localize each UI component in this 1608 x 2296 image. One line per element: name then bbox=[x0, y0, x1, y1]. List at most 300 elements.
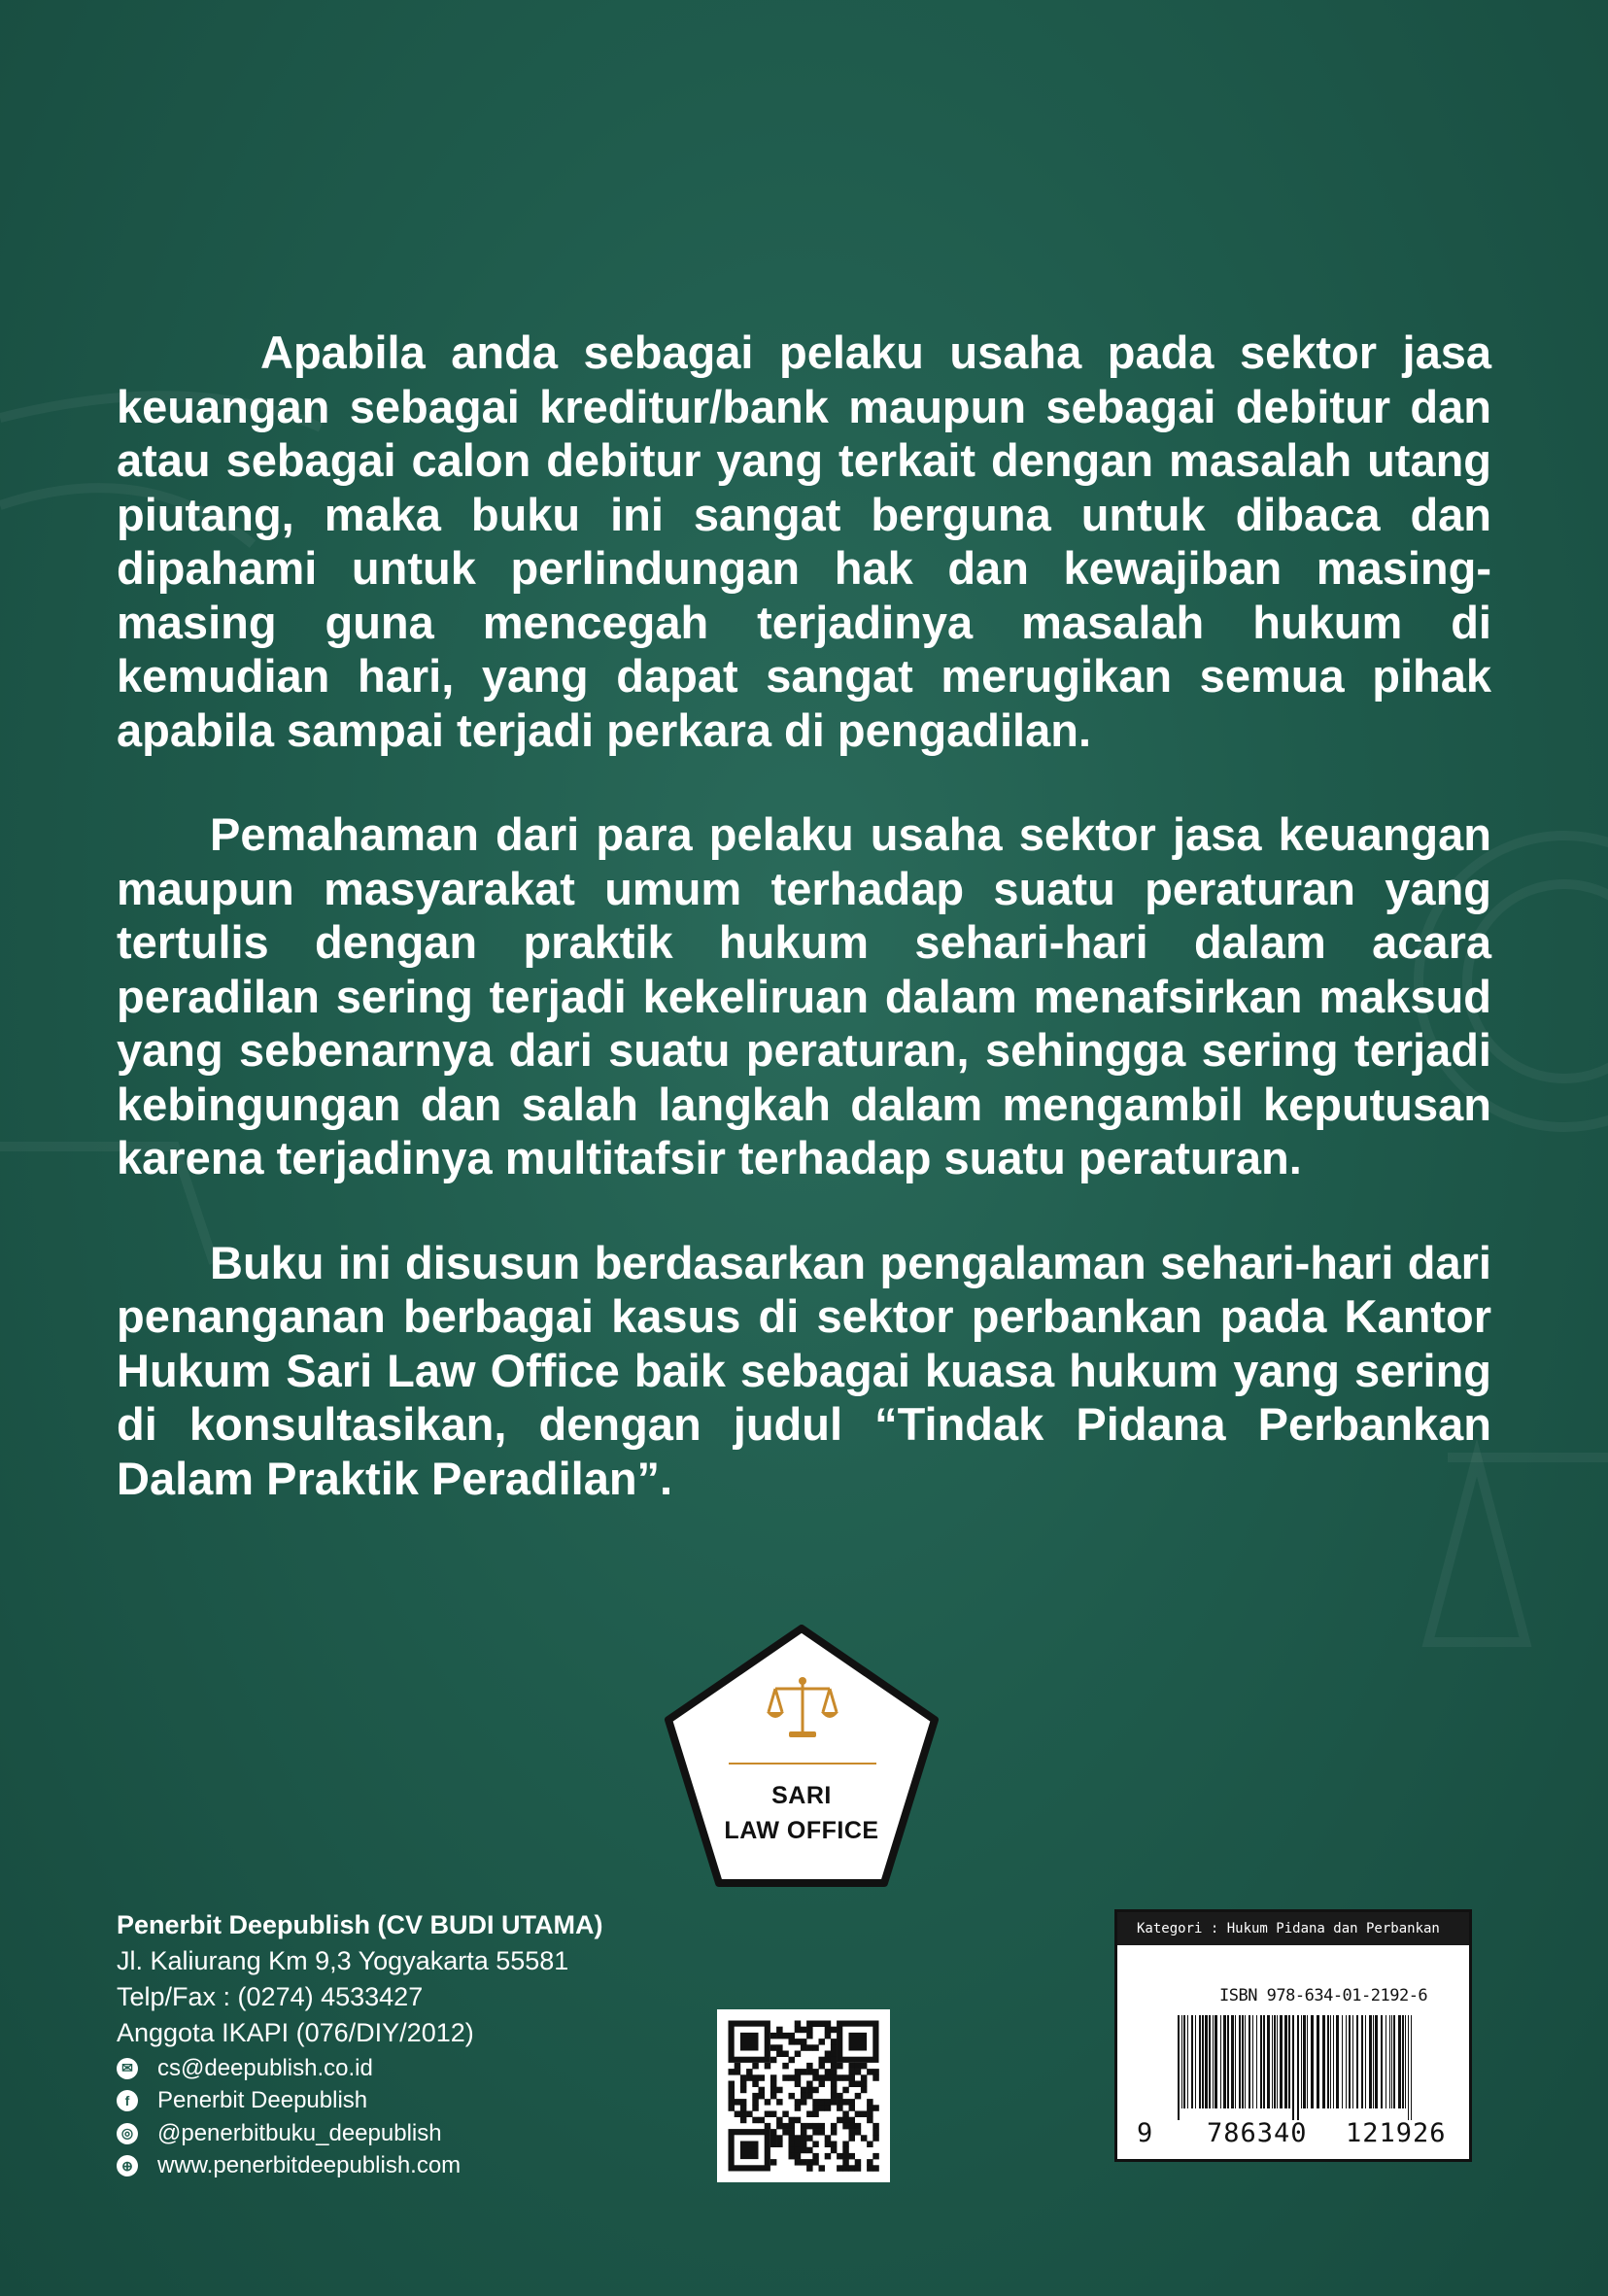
qr-module bbox=[789, 2057, 796, 2064]
qr-module bbox=[849, 2135, 856, 2142]
qr-module bbox=[770, 2044, 777, 2051]
qr-module bbox=[770, 2087, 777, 2094]
qr-module bbox=[770, 2111, 777, 2118]
qr-module bbox=[855, 2081, 862, 2088]
qr-module bbox=[842, 2165, 849, 2172]
qr-module bbox=[776, 2051, 783, 2058]
qr-module bbox=[831, 2069, 838, 2075]
qr-module bbox=[831, 2057, 838, 2064]
qr-module bbox=[855, 2159, 862, 2166]
barcode-bar bbox=[1277, 2015, 1278, 2108]
qr-module bbox=[782, 2123, 789, 2130]
qr-module bbox=[872, 2135, 879, 2142]
barcode-bar bbox=[1303, 2015, 1306, 2108]
qr-module bbox=[795, 2074, 802, 2081]
qr-module bbox=[806, 2147, 813, 2154]
qr-module bbox=[752, 2093, 759, 2100]
barcode-bar bbox=[1356, 2015, 1358, 2108]
qr-module bbox=[872, 2153, 879, 2160]
qr-module bbox=[842, 2074, 849, 2081]
barcode-bar bbox=[1235, 2015, 1236, 2108]
publisher-contacts bbox=[117, 2052, 461, 2182]
qr-module bbox=[776, 2142, 783, 2148]
qr-module bbox=[849, 2129, 856, 2136]
qr-module bbox=[752, 2117, 759, 2124]
barcode-bar bbox=[1213, 2015, 1214, 2108]
qr-module bbox=[855, 2123, 862, 2130]
qr-module bbox=[812, 2044, 819, 2051]
qr-module bbox=[806, 2021, 813, 2028]
qr-module bbox=[867, 2165, 873, 2172]
qr-module bbox=[795, 2081, 802, 2088]
qr-module bbox=[740, 2117, 747, 2124]
qr-module bbox=[812, 2087, 819, 2094]
qr-module bbox=[831, 2039, 838, 2045]
qr-module bbox=[861, 2087, 868, 2094]
qr-module bbox=[770, 2033, 777, 2039]
sari-law-office-logo bbox=[661, 1625, 942, 1889]
isbn-number: ISBN 978-634-01-2192-6 bbox=[1219, 1986, 1428, 2005]
barcode-bar bbox=[1411, 2015, 1412, 2120]
barcode-bar bbox=[1280, 2015, 1283, 2108]
barcode-bar bbox=[1239, 2015, 1241, 2108]
qr-module bbox=[770, 2135, 777, 2142]
barcode-bar bbox=[1330, 2015, 1331, 2108]
contact-website-text: www.penerbitdeepublish.com bbox=[157, 2152, 462, 2179]
barcode-bar bbox=[1369, 2015, 1372, 2108]
qr-module bbox=[765, 2099, 771, 2106]
qr-module bbox=[819, 2081, 826, 2088]
qr-module bbox=[770, 2093, 777, 2100]
publisher-phone: Telp/Fax : (0274) 4533427 bbox=[117, 1982, 424, 2011]
qr-module bbox=[872, 2105, 879, 2111]
barcode-bar bbox=[1361, 2015, 1363, 2108]
qr-module bbox=[831, 2063, 838, 2070]
qr-module bbox=[806, 2165, 813, 2172]
barcode-bar bbox=[1393, 2015, 1395, 2108]
qr-module bbox=[795, 2105, 802, 2111]
qr-module bbox=[831, 2099, 838, 2106]
qr-module bbox=[819, 2063, 826, 2070]
qr-module bbox=[729, 2093, 736, 2100]
qr-module bbox=[782, 2051, 789, 2058]
qr-module bbox=[752, 2063, 759, 2070]
qr-module bbox=[855, 2063, 862, 2070]
barcode-bar bbox=[1202, 2015, 1204, 2108]
qr-module bbox=[842, 2087, 849, 2094]
qr-module bbox=[806, 2063, 813, 2070]
qr-module bbox=[812, 2069, 819, 2075]
qr-module bbox=[801, 2135, 807, 2142]
facebook-icon: f bbox=[117, 2090, 138, 2111]
qr-module bbox=[849, 2153, 856, 2160]
qr-module bbox=[837, 2074, 843, 2081]
barcode-bar bbox=[1292, 2015, 1294, 2120]
qr-module bbox=[855, 2111, 862, 2118]
qr-module bbox=[819, 2105, 826, 2111]
barcode-bar bbox=[1373, 2015, 1374, 2108]
barcode-bar bbox=[1301, 2015, 1302, 2108]
qr-module bbox=[872, 2129, 879, 2136]
qr-module bbox=[842, 2153, 849, 2160]
qr-module bbox=[735, 2069, 741, 2075]
qr-module bbox=[795, 2153, 802, 2160]
qr-module bbox=[740, 2074, 747, 2081]
barcode-bar bbox=[1227, 2015, 1229, 2108]
qr-module bbox=[812, 2142, 819, 2148]
qr-module bbox=[795, 2147, 802, 2154]
qr-module bbox=[795, 2069, 802, 2075]
qr-module bbox=[746, 2074, 753, 2081]
qr-module bbox=[770, 2074, 777, 2081]
qr-module bbox=[825, 2069, 832, 2075]
qr-module bbox=[776, 2099, 783, 2106]
qr-module bbox=[729, 2099, 736, 2106]
qr-module bbox=[776, 2117, 783, 2124]
qr-module bbox=[801, 2123, 807, 2130]
barcode-bar bbox=[1209, 2015, 1211, 2108]
qr-module bbox=[740, 2081, 747, 2088]
qr-module bbox=[729, 2087, 736, 2094]
qr-module bbox=[812, 2021, 819, 2028]
qr-module bbox=[735, 2099, 741, 2106]
barcode-bar bbox=[1333, 2015, 1334, 2108]
qr-module bbox=[806, 2135, 813, 2142]
barcode-bar bbox=[1322, 2015, 1325, 2108]
qr-module bbox=[801, 2159, 807, 2166]
qr-module bbox=[806, 2093, 813, 2100]
barcode-bar bbox=[1311, 2015, 1314, 2108]
barcode-bar bbox=[1178, 2015, 1180, 2120]
barcode-bar bbox=[1352, 2015, 1353, 2108]
qr-module bbox=[765, 2063, 771, 2070]
contact-facebook bbox=[117, 2085, 461, 2118]
qr-module bbox=[735, 2063, 741, 2070]
qr-finder-inner bbox=[849, 2033, 868, 2051]
barcode-bar bbox=[1231, 2015, 1234, 2108]
qr-module bbox=[806, 2044, 813, 2051]
qr-module bbox=[776, 2044, 783, 2051]
barcode-bar bbox=[1349, 2015, 1351, 2108]
qr-module bbox=[789, 2153, 796, 2160]
qr-module bbox=[806, 2027, 813, 2034]
qr-module bbox=[801, 2129, 807, 2136]
qr-module bbox=[812, 2111, 819, 2118]
qr-module bbox=[867, 2111, 873, 2118]
qr-module bbox=[801, 2044, 807, 2051]
publisher-address: Jl. Kaliurang Km 9,3 Yogyakarta 55581 bbox=[117, 1946, 569, 1975]
barcode-bar bbox=[1205, 2015, 1208, 2108]
qr-module bbox=[825, 2051, 832, 2058]
barcode-bar bbox=[1405, 2015, 1406, 2108]
qr-module bbox=[782, 2074, 789, 2081]
barcode-bar bbox=[1408, 2015, 1409, 2120]
qr-module bbox=[837, 2063, 843, 2070]
qr-module bbox=[831, 2129, 838, 2136]
contact-email-text: cs@deepublish.co.id bbox=[157, 2054, 373, 2081]
qr-module bbox=[806, 2111, 813, 2118]
blurb-paragraph-1: Apabila anda sebagai pelaku usaha pada sektor jasa keuangan sebagai kreditur/bank maupun sebagai debitur dan atau sebagai calon debitur yang terkait dengan masalah utang piutang, maka buku ini sangat berguna untuk dibaca dan dipahami untuk perlindungan hak dan kewajiban masing-masing guna mencegah terjadinya masalah hukum di kemudian hari, yang dapat sangat merugikan semua pihak apabila sampai terjadi perkara di pengadilan. bbox=[117, 326, 1491, 756]
category-label: Kategori : Hukum Pidana dan Perbankan bbox=[1117, 1912, 1469, 1945]
qr-module bbox=[776, 2027, 783, 2034]
barcode-bar bbox=[1307, 2015, 1308, 2108]
qr-module bbox=[789, 2039, 796, 2045]
qr-module bbox=[752, 2105, 759, 2111]
qr-module bbox=[819, 2021, 826, 2028]
qr-module bbox=[765, 2123, 771, 2130]
qr-module bbox=[825, 2057, 832, 2064]
instagram-icon: ◎ bbox=[117, 2123, 138, 2144]
qr-module bbox=[872, 2165, 879, 2172]
qr-module bbox=[789, 2033, 796, 2039]
qr-module bbox=[831, 2074, 838, 2081]
barcode-bar bbox=[1288, 2015, 1290, 2108]
publisher-info bbox=[117, 1907, 603, 2051]
qr-module bbox=[795, 2021, 802, 2028]
qr-module bbox=[825, 2099, 832, 2106]
qr-module bbox=[819, 2123, 826, 2130]
qr-module bbox=[795, 2135, 802, 2142]
qr-module bbox=[812, 2123, 819, 2130]
logo-line-sari: SARI bbox=[771, 1782, 832, 1809]
qr-module bbox=[867, 2099, 873, 2106]
qr-module bbox=[801, 2147, 807, 2154]
qr-module bbox=[801, 2027, 807, 2034]
qr-module bbox=[806, 2069, 813, 2075]
qr-module bbox=[872, 2074, 879, 2081]
qr-module bbox=[825, 2033, 832, 2039]
qr-module bbox=[872, 2123, 879, 2130]
barcode-bar bbox=[1391, 2015, 1392, 2108]
qr-module bbox=[735, 2111, 741, 2118]
qr-module bbox=[831, 2051, 838, 2058]
qr-module bbox=[752, 2081, 759, 2088]
qr-module bbox=[849, 2165, 856, 2172]
barcode-bar bbox=[1398, 2015, 1401, 2108]
qr-module bbox=[789, 2074, 796, 2081]
qr-module bbox=[759, 2117, 766, 2124]
qr-module bbox=[795, 2039, 802, 2045]
qr-module bbox=[812, 2129, 819, 2136]
barcode-bar bbox=[1260, 2015, 1262, 2108]
qr-module bbox=[740, 2099, 747, 2106]
qr-module bbox=[812, 2159, 819, 2166]
qr-module bbox=[825, 2105, 832, 2111]
barcode-bar bbox=[1242, 2015, 1244, 2108]
qr-module bbox=[801, 2069, 807, 2075]
qr-module bbox=[819, 2129, 826, 2136]
back-cover-blurb bbox=[117, 326, 1491, 1556]
qr-module bbox=[789, 2135, 796, 2142]
qr-module bbox=[812, 2099, 819, 2106]
qr-module bbox=[795, 2051, 802, 2058]
qr-module bbox=[819, 2057, 826, 2064]
qr-module bbox=[837, 2165, 843, 2172]
email-icon: ✉ bbox=[117, 2058, 138, 2079]
barcode-digits-right: 121926 bbox=[1346, 2118, 1447, 2148]
qr-module bbox=[789, 2147, 796, 2154]
qr-module bbox=[759, 2087, 766, 2094]
barcode-bar bbox=[1220, 2015, 1221, 2108]
qr-module bbox=[861, 2074, 868, 2081]
qr-code bbox=[717, 2009, 890, 2182]
barcode-bar bbox=[1327, 2015, 1329, 2108]
qr-module bbox=[867, 2105, 873, 2111]
qr-module bbox=[782, 2033, 789, 2039]
qr-module bbox=[825, 2027, 832, 2034]
contact-email bbox=[117, 2052, 461, 2085]
qr-module bbox=[867, 2069, 873, 2075]
qr-module bbox=[770, 2129, 777, 2136]
qr-module bbox=[849, 2105, 856, 2111]
qr-module bbox=[765, 2111, 771, 2118]
qr-module bbox=[849, 2123, 856, 2130]
barcode-bar bbox=[1195, 2015, 1196, 2108]
barcode-bar bbox=[1336, 2015, 1339, 2108]
qr-module bbox=[789, 2117, 796, 2124]
qr-module bbox=[795, 2099, 802, 2106]
qr-module bbox=[795, 2117, 802, 2124]
qr-finder-inner bbox=[740, 2142, 759, 2160]
qr-module bbox=[819, 2165, 826, 2172]
barcode-bar bbox=[1274, 2015, 1276, 2108]
qr-module bbox=[842, 2142, 849, 2148]
qr-module bbox=[759, 2093, 766, 2100]
contact-website bbox=[117, 2150, 461, 2183]
barcode-bar bbox=[1267, 2015, 1270, 2108]
qr-module bbox=[831, 2147, 838, 2154]
barcode-bar bbox=[1191, 2015, 1193, 2108]
qr-module bbox=[729, 2069, 736, 2075]
qr-module bbox=[752, 2099, 759, 2106]
barcode-bar bbox=[1263, 2015, 1265, 2108]
qr-module bbox=[861, 2063, 868, 2070]
qr-module bbox=[837, 2099, 843, 2106]
qr-module bbox=[740, 2087, 747, 2094]
qr-module bbox=[831, 2044, 838, 2051]
barcode-digits-left: 786340 bbox=[1207, 2118, 1308, 2148]
qr-module bbox=[746, 2069, 753, 2075]
barcode-digit-first: 9 bbox=[1137, 2118, 1154, 2148]
qr-module bbox=[872, 2069, 879, 2075]
qr-module bbox=[776, 2087, 783, 2094]
qr-module bbox=[776, 2033, 783, 2039]
qr-module bbox=[831, 2081, 838, 2088]
barcode-bar bbox=[1272, 2015, 1273, 2108]
qr-module bbox=[812, 2153, 819, 2160]
qr-module bbox=[806, 2081, 813, 2088]
barcode-bar bbox=[1389, 2015, 1390, 2108]
qr-module bbox=[837, 2153, 843, 2160]
scales-of-justice-icon bbox=[766, 1675, 839, 1745]
qr-module bbox=[842, 2147, 849, 2154]
barcode-bar bbox=[1297, 2015, 1299, 2120]
qr-module bbox=[789, 2093, 796, 2100]
barcode-bar bbox=[1284, 2015, 1287, 2108]
qr-module bbox=[789, 2142, 796, 2148]
qr-module bbox=[855, 2129, 862, 2136]
barcode-bar bbox=[1402, 2015, 1404, 2108]
qr-module bbox=[831, 2087, 838, 2094]
qr-module bbox=[867, 2142, 873, 2148]
qr-module bbox=[831, 2142, 838, 2148]
blurb-paragraph-3: Buku ini disusun berdasarkan pengalaman sehari-hari dari penanganan berbagai kasus di sektor perbankan pada Kantor Hukum Sari Law Office baik sebagai kuasa hukum yang sering di konsultasikan, dengan judul “Tindak Pidana Perbankan Dalam Praktik Peradilan”. bbox=[117, 1236, 1491, 1504]
qr-module bbox=[770, 2081, 777, 2088]
barcode-bars bbox=[1174, 2015, 1417, 2120]
qr-module bbox=[795, 2142, 802, 2148]
qr-module bbox=[855, 2165, 862, 2172]
qr-module bbox=[759, 2074, 766, 2081]
qr-module bbox=[849, 2081, 856, 2088]
qr-module bbox=[842, 2117, 849, 2124]
qr-module bbox=[855, 2093, 862, 2100]
qr-module bbox=[801, 2142, 807, 2148]
contact-facebook-text: Penerbit Deepublish bbox=[157, 2087, 368, 2114]
qr-module bbox=[842, 2111, 849, 2118]
barcode-bar bbox=[1245, 2015, 1246, 2108]
qr-module bbox=[801, 2039, 807, 2045]
qr-module bbox=[740, 2111, 747, 2118]
qr-module bbox=[842, 2099, 849, 2106]
qr-module bbox=[849, 2069, 856, 2075]
qr-module bbox=[849, 2099, 856, 2106]
barcode-bar bbox=[1223, 2015, 1226, 2108]
qr-module bbox=[849, 2063, 856, 2070]
qr-module bbox=[806, 2087, 813, 2094]
qr-module bbox=[867, 2117, 873, 2124]
qr-module bbox=[801, 2087, 807, 2094]
qr-module bbox=[837, 2093, 843, 2100]
qr-module bbox=[789, 2129, 796, 2136]
publisher-membership: Anggota IKAPI (076/DIY/2012) bbox=[117, 2018, 474, 2047]
qr-module bbox=[806, 2123, 813, 2130]
qr-module bbox=[861, 2135, 868, 2142]
logo-line-law-office: LAW OFFICE bbox=[724, 1817, 879, 1844]
qr-module bbox=[782, 2111, 789, 2118]
contact-instagram bbox=[117, 2117, 461, 2150]
barcode-bar bbox=[1183, 2015, 1185, 2108]
qr-module bbox=[837, 2117, 843, 2124]
qr-module bbox=[795, 2159, 802, 2166]
qr-module bbox=[849, 2117, 856, 2124]
qr-module bbox=[806, 2033, 813, 2039]
publisher-name: Penerbit Deepublish (CV BUDI UTAMA) bbox=[117, 1910, 603, 1939]
qr-module bbox=[746, 2111, 753, 2118]
barcode-bar bbox=[1375, 2015, 1378, 2108]
qr-module bbox=[825, 2074, 832, 2081]
qr-module bbox=[819, 2039, 826, 2045]
barcode-bar bbox=[1365, 2015, 1366, 2108]
qr-module bbox=[806, 2159, 813, 2166]
qr-module bbox=[825, 2021, 832, 2028]
qr-finder-inner bbox=[740, 2033, 759, 2051]
isbn-barcode-box bbox=[1114, 1909, 1472, 2162]
barcode-bar bbox=[1381, 2015, 1383, 2108]
qr-module bbox=[789, 2123, 796, 2130]
barcode-bar bbox=[1181, 2015, 1182, 2108]
barcode-bar bbox=[1249, 2015, 1250, 2108]
qr-module bbox=[752, 2074, 759, 2081]
barcode-bar bbox=[1317, 2015, 1319, 2108]
qr-module bbox=[776, 2135, 783, 2142]
qr-module bbox=[825, 2135, 832, 2142]
qr-module bbox=[812, 2105, 819, 2111]
qr-module bbox=[849, 2074, 856, 2081]
qr-module bbox=[770, 2142, 777, 2148]
qr-module bbox=[812, 2074, 819, 2081]
qr-module bbox=[801, 2093, 807, 2100]
qr-module bbox=[842, 2123, 849, 2130]
